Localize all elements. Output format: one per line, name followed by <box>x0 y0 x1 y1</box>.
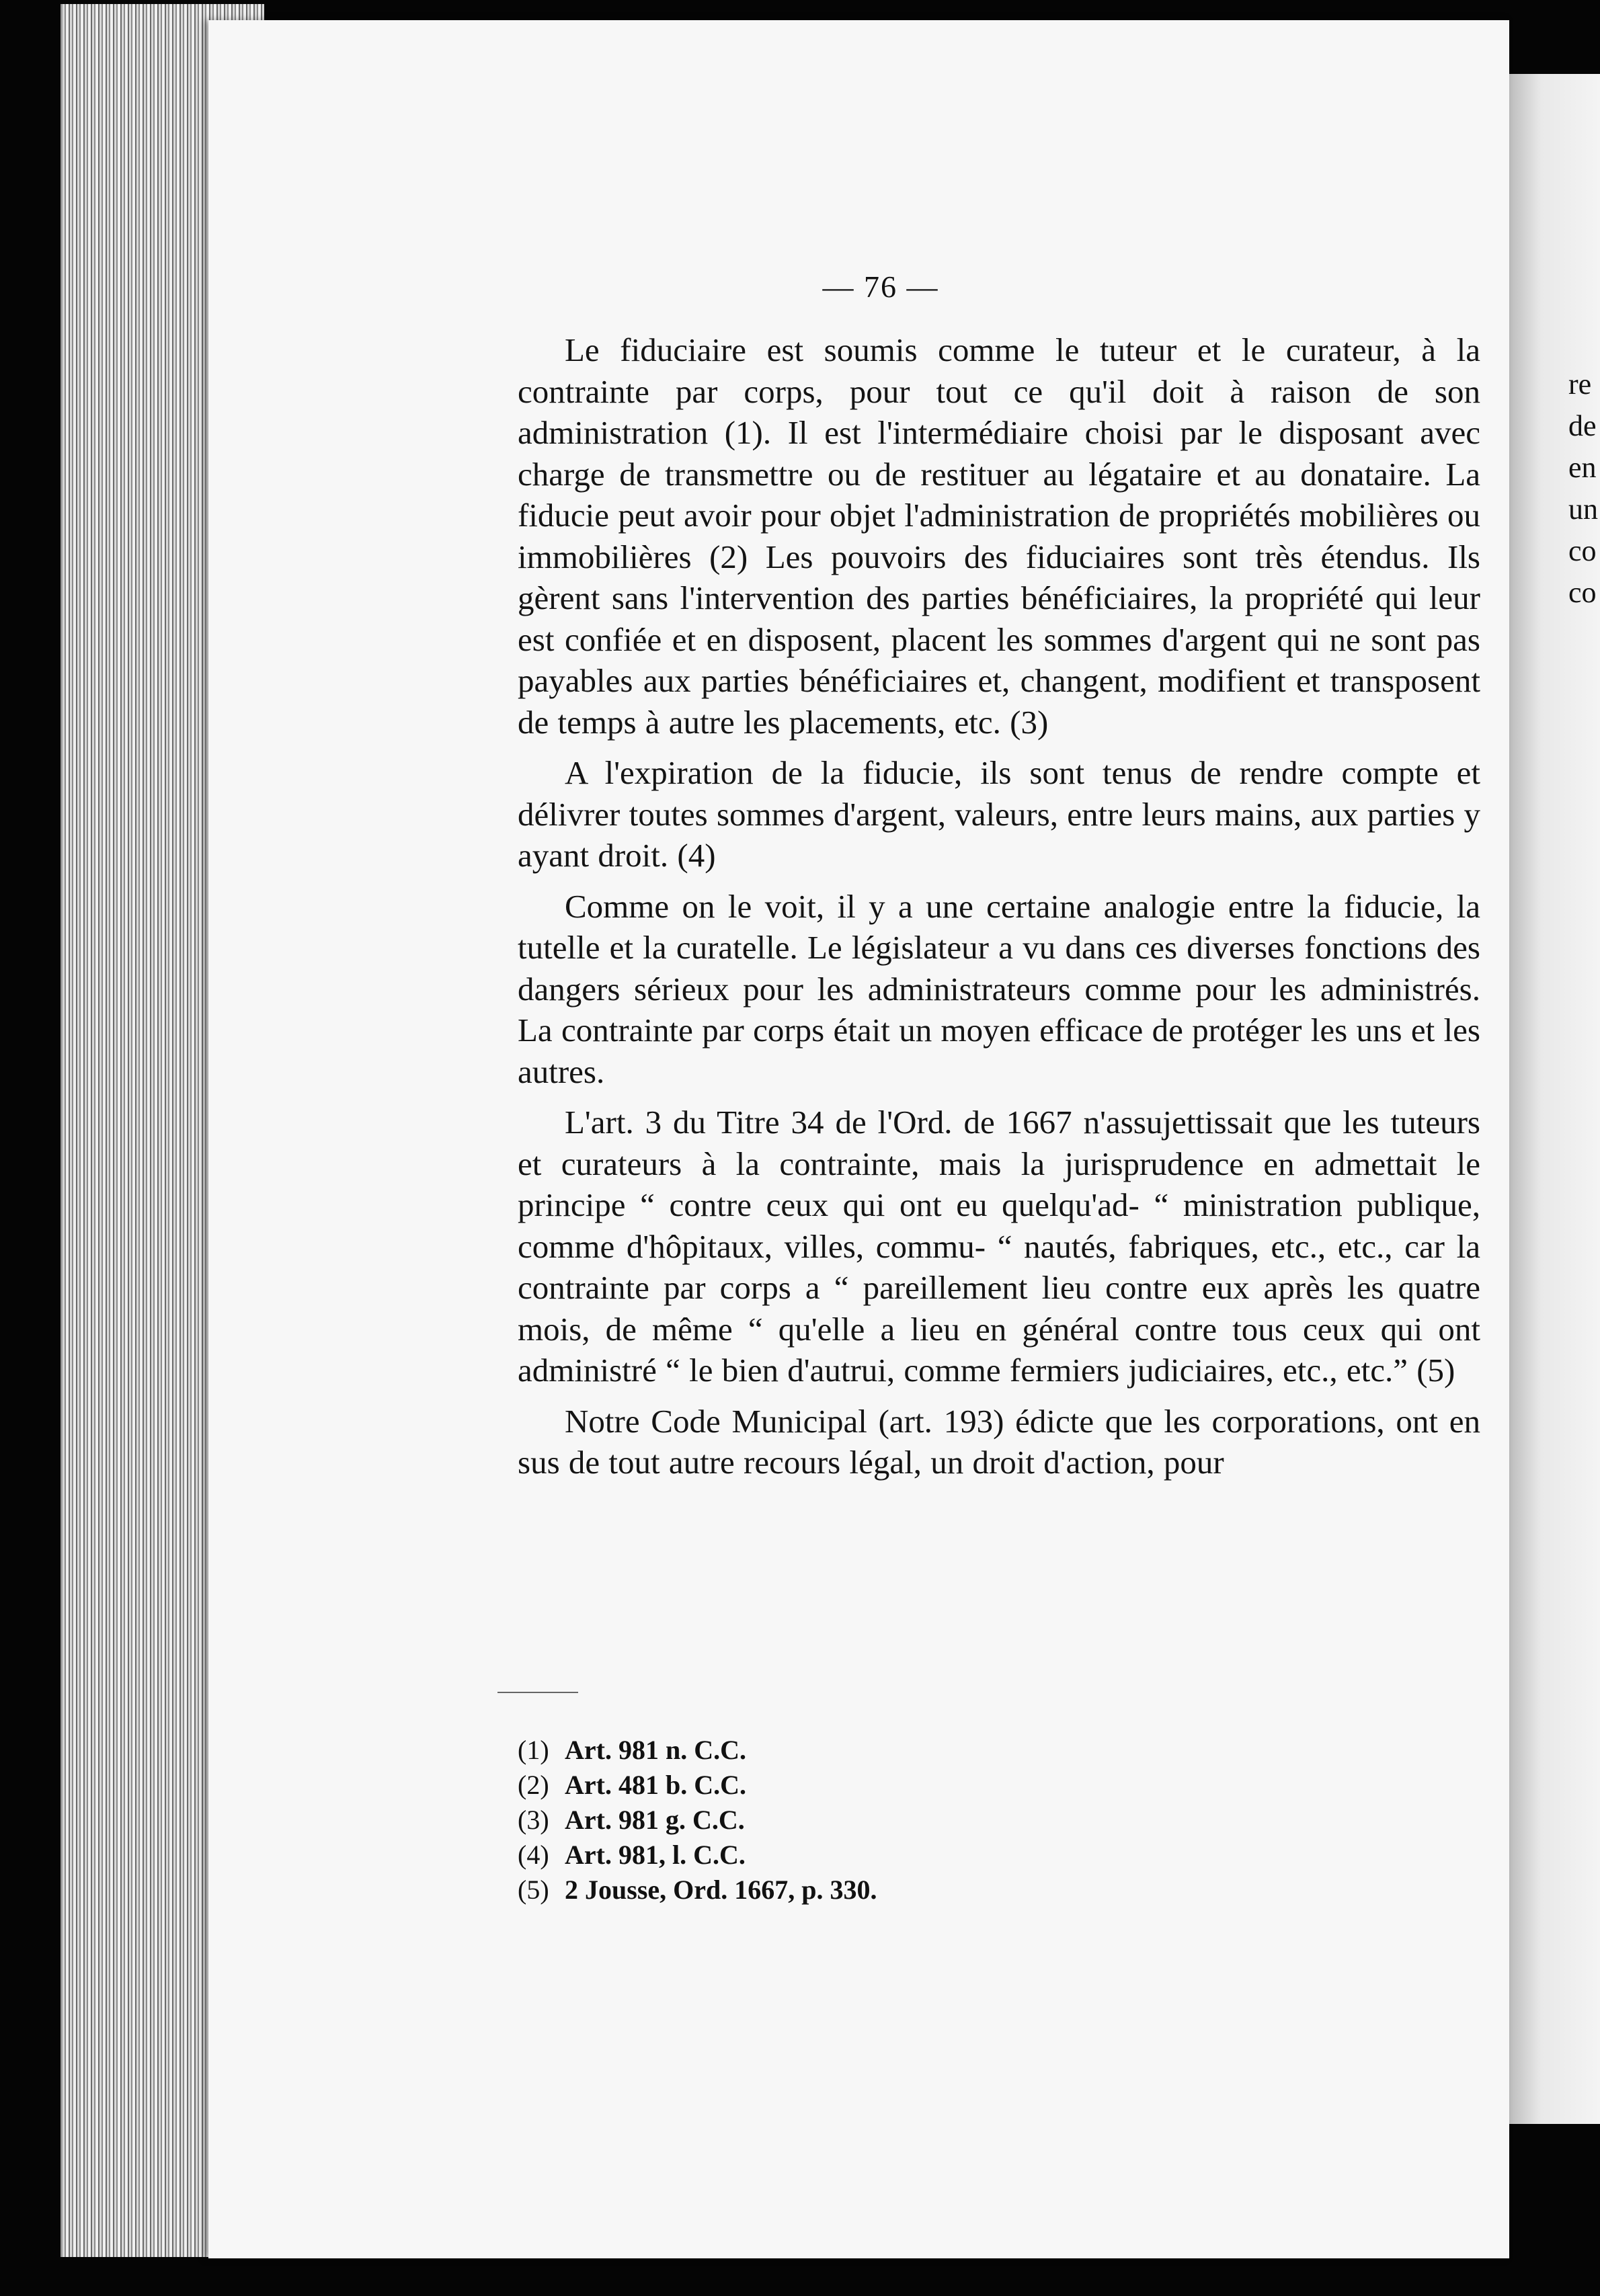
paragraph: L'art. 3 du Titre 34 de l'Ord. de 1667 n'assujettissait que les tuteurs et curateurs à la contrainte, mais la jurisprudence en admettait le principe “ contre ceux qui ont eu quelqu'ad- “ ministration publique, comme d'hôpitaux, villes, commu- “ nautés, fabriques, etc., etc., car la contrainte par corps a “ pareillement lieu contre eux après les quatre mois, de même “ qu'elle a lieu en général contre tous ceux qui ont administré “ le bien d'autrui, comme fermiers judiciaires, etc., etc.” (5) <box>518 1104 1480 1389</box>
adjacent-page-fragment: de <box>1568 409 1597 442</box>
page-number: — 76 — <box>822 270 939 304</box>
footnote <box>518 1803 1123 1838</box>
adjacent-page-fragment: un <box>1568 493 1598 526</box>
footnote-mark: (3) <box>518 1805 549 1835</box>
adjacent-page-fragment: en <box>1568 451 1597 484</box>
footnote <box>518 1768 1123 1803</box>
footnotes <box>518 1733 1123 1908</box>
adjacent-page-fragment: re <box>1568 368 1592 401</box>
adjacent-page-fragment: co <box>1568 576 1597 609</box>
footnote-mark: (1) <box>518 1735 549 1765</box>
footnote <box>518 1838 1123 1873</box>
footnote-separator <box>497 1692 578 1693</box>
paragraph: A l'expiration de la fiducie, ils sont tenus de rendre compte et délivrer toutes sommes d'argent, valeurs, entre leurs mains, aux parties y ayant droit. (4) <box>518 754 1480 874</box>
footnote <box>518 1873 1123 1908</box>
footnote-text: Art. 981 g. C.C. <box>565 1805 745 1835</box>
footnote-mark: (5) <box>518 1875 549 1905</box>
footnote <box>518 1733 1123 1768</box>
adjacent-page-fragment: co <box>1568 534 1597 567</box>
footnote-text: 2 Jousse, Ord. 1667, p. 330. <box>565 1875 877 1905</box>
body-text <box>518 329 1480 1493</box>
footnote-text: Art. 981 n. C.C. <box>565 1735 746 1765</box>
paragraph: Comme on le voit, il y a une certaine analogie entre la fiducie, la tutelle et la curatelle. Le législateur a vu dans ces diverses fonctions des dangers sérieux pour les administrateurs comme pour les administrés. La contrainte par corps était un moyen efficace de protéger les uns et les autres. <box>518 887 1480 1090</box>
footnote-mark: (2) <box>518 1770 549 1800</box>
paragraph: Notre Code Municipal (art. 193) édicte que les corporations, ont en sus de tout autre recours légal, un droit d'action, pour <box>518 1402 1480 1481</box>
footnote-mark: (4) <box>518 1840 549 1870</box>
footnote-text: Art. 981, l. C.C. <box>565 1840 746 1870</box>
paragraph: Le fiduciaire est soumis comme le tuteur et le curateur, à la contrainte par corps, pour tout ce qu'il doit à raison de son administration (1). Il est l'intermédiaire choisi par le disposant avec charge de transmettre ou de restituer au légataire et au donataire. La fiducie peut avoir pour objet l'administration de propriétés mobilières ou immobilières (2) Les pouvoirs des fiduciaires sont très étendus. Ils gèrent sans l'intervention des parties bénéficiaires, la propriété qui leur est confiée et en disposent, placent les sommes d'argent qui ne sont pas payables aux parties bénéficiaires et, changent, modifient et transposent de temps à autre les placements, etc. (3) <box>518 331 1480 741</box>
adjacent-page <box>1509 74 1600 2124</box>
footnote-text: Art. 481 b. C.C. <box>565 1770 746 1800</box>
